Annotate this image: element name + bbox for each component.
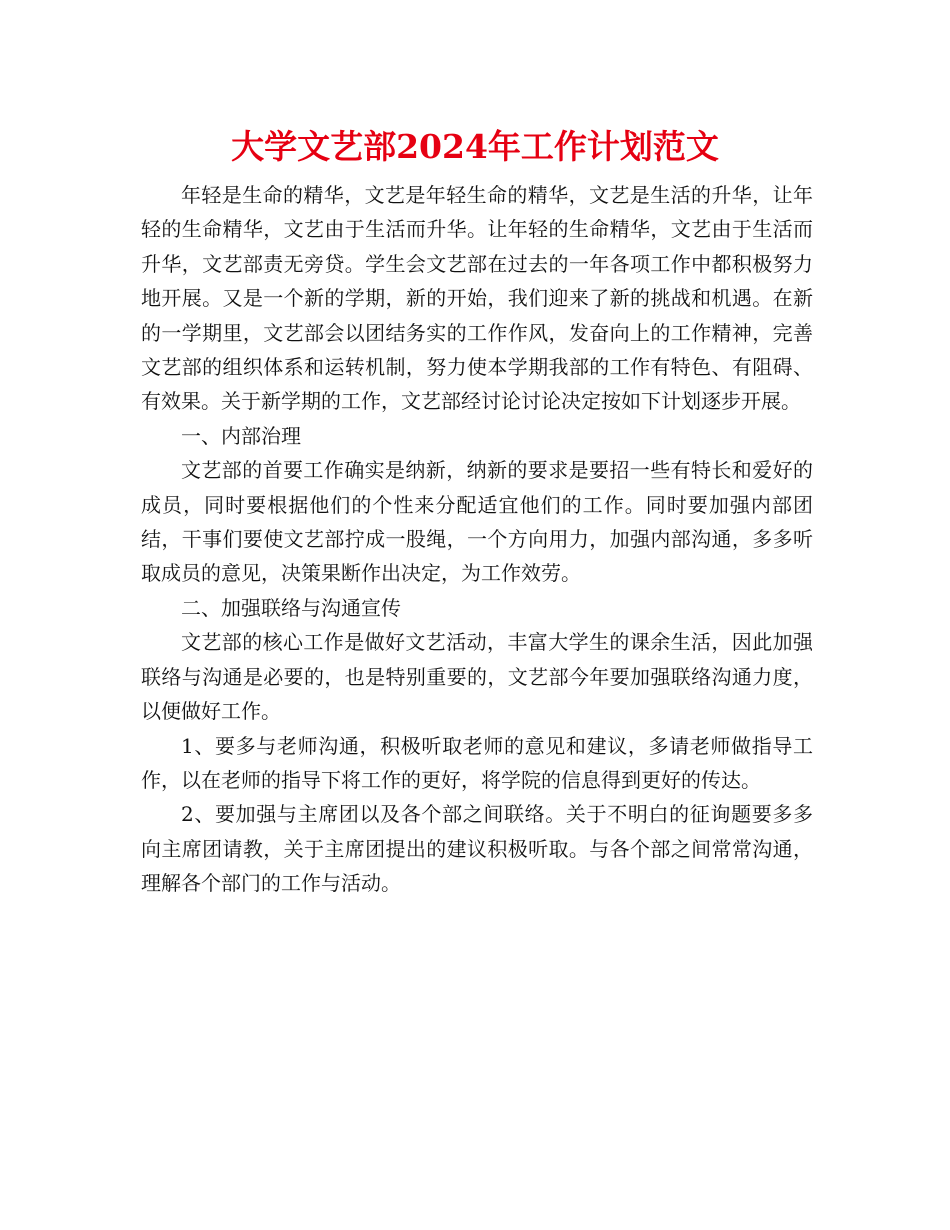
document-body [141,178,813,901]
list-item-teachers: 1、要多与老师沟通，积极听取老师的意见和建议，多请老师做指导工作，以在老师的指导下将工作的更好，将学院的信息得到更好的传达。 [141,733,813,792]
section-heading-internal-management: 一、内部治理 [181,423,301,448]
intro-paragraph: 年轻是生命的精华，文艺是年轻生命的精华，文艺是生活的升华，让年轻的生命精华，文艺由于生活而升华。让年轻的生命精华，文艺由于生活而升华，文艺部责无旁贷。学生会文艺部在过去的一年各项工作中都积极努力地开展。又是一个新的学期，新的开始，我们迎来了新的挑战和机遇。在新的一学期里，文艺部会以团结务实的工作作风，发奋向上的工作精神，完善文艺部的组织体系和运转机制，努力使本学期我部的工作有特色、有阻碍、有效果。关于新学期的工作，文艺部经讨论讨论决定按如下计划逐步开展。 [141,183,813,414]
document-title: 大学文艺部2024年工作计划范文 [231,127,719,166]
section-heading-communication: 二、加强联络与沟通宣传 [181,595,401,620]
communication-paragraph: 文艺部的核心工作是做好文艺活动，丰富大学生的课余生活，因此加强联络与沟通是必要的，也是特别重要的，文艺部今年要加强联络沟通力度，以便做好工作。 [141,630,813,724]
internal-management-paragraph: 文艺部的首要工作确实是纳新，纳新的要求是要招一些有特长和爱好的成员，同时要根据他们的个性来分配适宜他们的工作。同时要加强内部团结，干事们要使文艺部拧成一股绳，一个方向用力，加强内部沟通，多多听取成员的意见，决策果断作出决定，为工作效劳。 [141,458,813,586]
list-item-presidium: 2、要加强与主席团以及各个部之间联络。关于不明白的征询题要多多向主席团请教，关于主席团提出的建议积极听取。与各个部之间常常沟通，理解各个部门的工作与活动。 [141,802,813,896]
